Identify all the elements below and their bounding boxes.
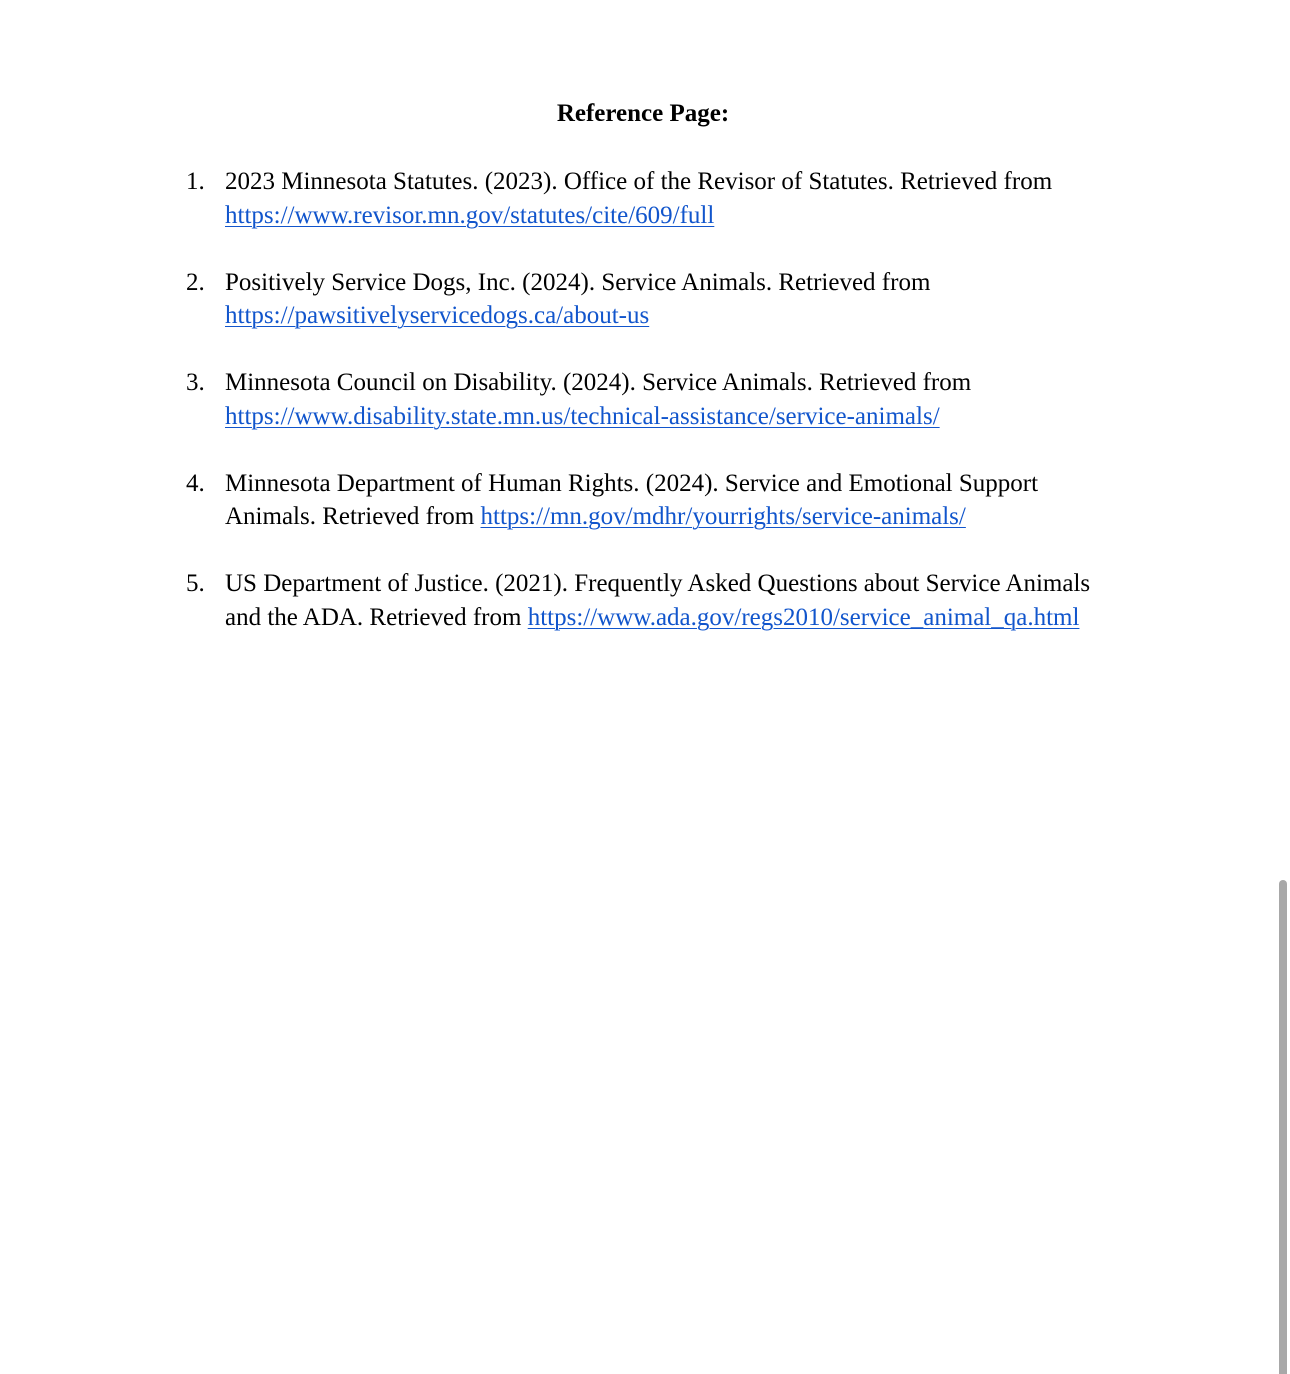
list-item-number: 5. (186, 570, 205, 597)
reference-link[interactable]: https://pawsitivelyservicedogs.ca/about-us (225, 302, 650, 329)
list-item-number: 2. (186, 268, 205, 296)
list-item-number: 3. (186, 369, 205, 396)
list-item-number: 4. (186, 469, 205, 497)
page-title: Reference Page: (556, 100, 730, 127)
list-item (186, 165, 1126, 232)
reference-list (186, 165, 1126, 668)
list-item (186, 567, 1126, 634)
list-item (186, 366, 1126, 433)
reference-link[interactable]: https://mn.gov/mdhr/yourrights/service-animals/ (480, 503, 966, 530)
list-item (186, 266, 1126, 333)
reference-text: US Department of Justice. (2021). Frequently Asked Questions about Service Animals and the ADA. Retrieved from (225, 570, 1091, 631)
reference-link[interactable]: https://www.ada.gov/regs2010/service_animal_qa.html (527, 603, 1080, 631)
reference-text: Minnesota Council on Disability. (2024). Service Animals. Retrieved from (225, 369, 972, 396)
list-item (186, 467, 1126, 534)
reference-link[interactable]: https://www.revisor.mn.gov/statutes/cite/609/full (225, 201, 715, 229)
reference-link[interactable]: https://www.disability.state.mn.us/technical-assistance/service-animals/ (225, 402, 940, 430)
list-item-number: 1. (186, 168, 205, 195)
reference-text: Positively Service Dogs, Inc. (2024). Service Animals. Retrieved from (225, 268, 931, 296)
reference-text: Minnesota Department of Human Rights. (2024). Service and Emotional Support Animals. Retrieved from (225, 469, 1039, 530)
reference-text: 2023 Minnesota Statutes. (2023). Office of the Revisor of Statutes. Retrieved from (225, 168, 1053, 195)
vertical-scrollbar[interactable] (1274, 0, 1290, 1374)
scrollbar-thumb[interactable] (1279, 880, 1287, 1374)
